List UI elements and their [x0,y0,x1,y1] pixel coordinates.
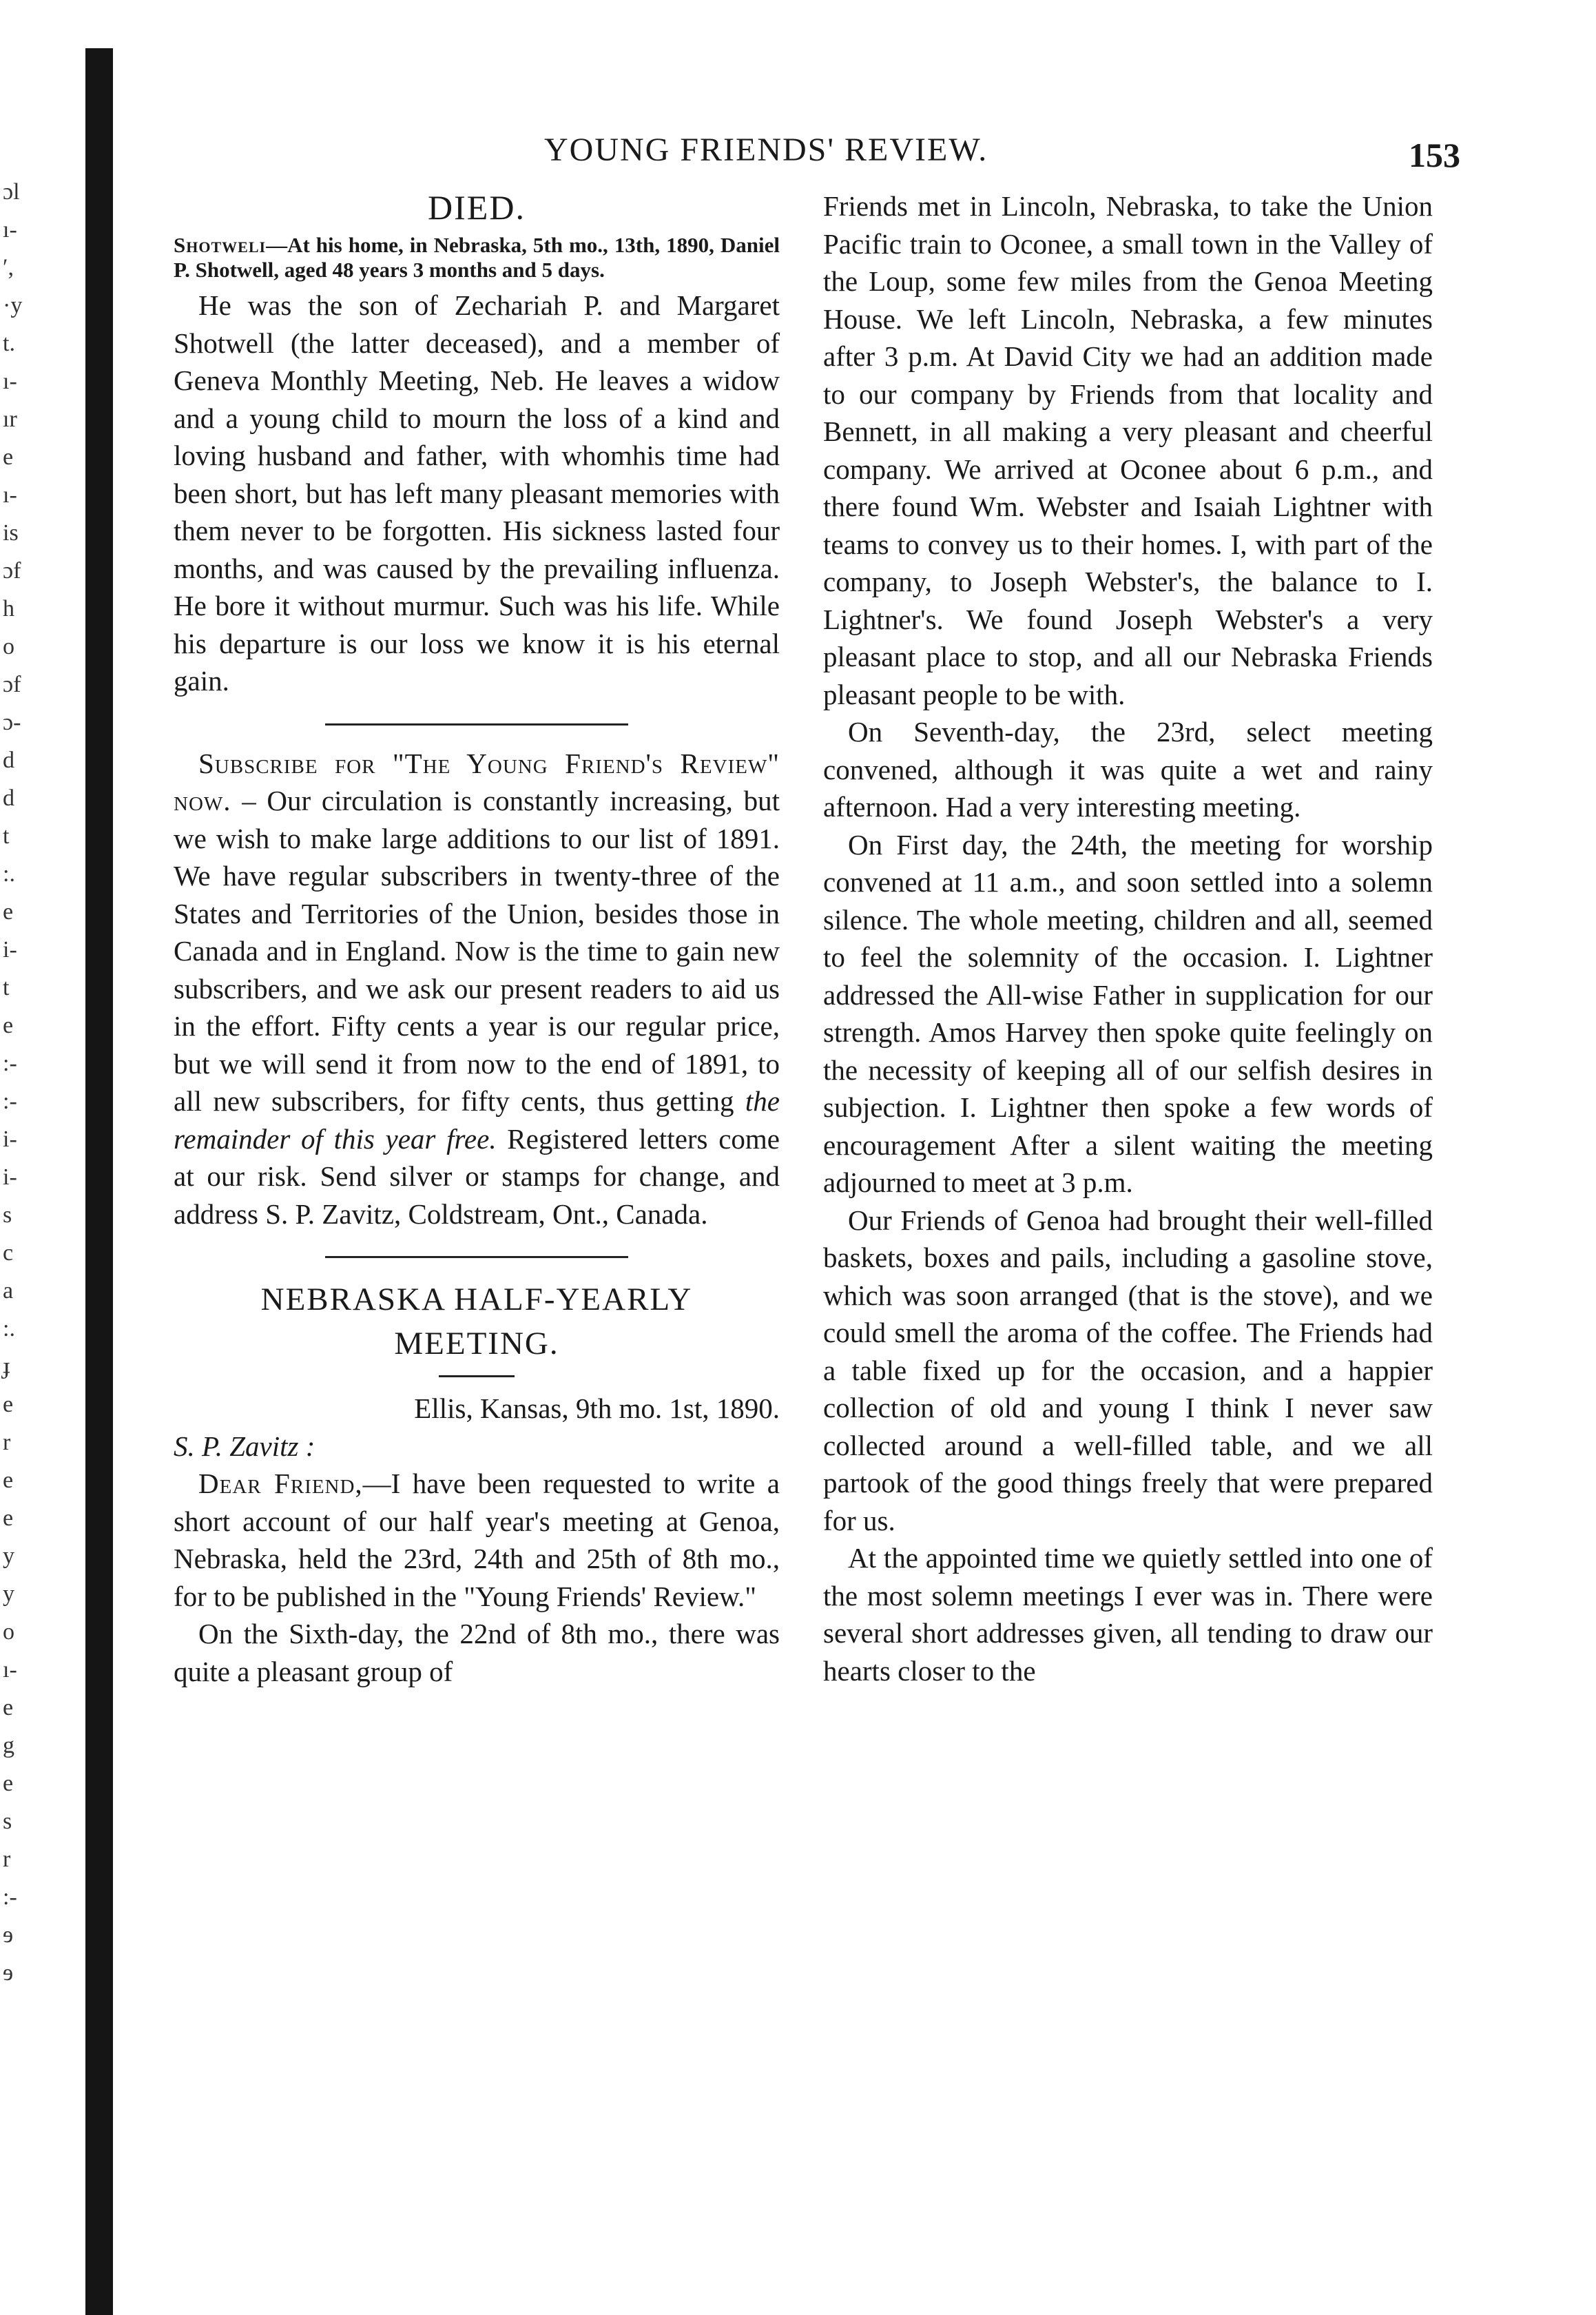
margin-fragment: ɟ [3,1354,11,1379]
margin-fragment: ı- [3,217,17,243]
margin-fragment: e [3,1392,14,1417]
margin-fragment: e [3,899,14,925]
obituary-lede-text: —At his home, in Nebraska, 5th mo., 13th, 1890, Daniel P. Shotwell, aged 48 years 3 months and 5 days. [174,233,780,282]
letter-opening [174,1465,780,1615]
letter-paragraph-2: On the Sixth-day, the 22nd of 8th mo., there was quite a pleasant group of [174,1618,780,1687]
margin-fragment: :- [3,1051,17,1076]
margin-fragment: ɔf [3,558,21,584]
nebraska-heading [174,1277,780,1366]
obituary-body: He was the son of Zechariah P. and Margaret Shotwell (the latter deceased), and a member of Geneva Monthly Meeting, Neb. He leaves a widow and a young child to mourn the loss of a kind and loving husband and father, with whomhis time had been short, but has left many pleasant memories with them never to be forgotten. His sickness lasted four months, and was caused by the prevailing influenza. He bore it without murmur. Such was his life. While his departure is our loss we know it is his eternal gain. [174,289,780,697]
obituary-lede [174,233,780,282]
margin-fragment: e [3,444,14,470]
margin-fragment: ı- [3,369,17,394]
subscribe-notice [174,745,780,1233]
subscribe-lead: Subscribe for "The Young Friend's Review" now. [174,747,780,816]
right-paragraph-2: On Seventh-day, the 23rd, select meeting convened, although it was quite a wet and rainy afternoon. Had a very interesting meeting. [823,716,1433,823]
margin-fragment: ɘ [3,1960,14,1986]
right-paragraph-1: Friends met in Lincoln, Nebraska, to take the Union Pacific train to Oconee, a small town in the Valley of the Loup, some few miles from the Genoa Meeting House. We left Lincoln, Nebraska, a few minutes after 3 p.m. At David City we had an addition made to our company by Friends from that locality and Bennett, in all making a very pleasant and cheerful company. We arrived at Oconee about 6 p.m., and there found Wm. Webster and Isaiah Lightner with teams to convey us to their homes. I, with part of the company, to Joseph Webster's, the balance to I. Lightner's. We found Joseph Webster's a very pleasant place to stop, and all our Nebraska Friends pleasant people to be with. [823,190,1433,710]
margin-fragment: :. [3,861,15,887]
right-paragraph-3: On First day, the 24th, the meeting for worship convened at 11 a.m., and soon settled into a solemn silence. The whole meeting, children and all, seemed to feel the solemnity of the occasion. I. Lightner addressed the All-wise Father in supplication for our strength. Amos Harvey then spoke quite feelingly on the necessity of keeping all of our selfish desires in subjection. I. Lightner then spoke a few words of encouragement After a silent waiting the meeting adjourned to meet at 3 p.m. [823,828,1433,1198]
margin-fragment: s [3,1202,12,1228]
margin-fragment: e [3,1771,14,1796]
letter-dateline: Ellis, Kansas, 9th mo. 1st, 1890. [414,1392,780,1424]
margin-fragment: i- [3,937,17,963]
margin-fragment: g [3,1733,14,1758]
margin-fragment: i- [3,1126,17,1152]
margin-fragment: :- [3,1884,17,1910]
margin-fragment: o [3,634,14,659]
margin-fragment: ·y [3,293,23,318]
page-header [172,131,1460,179]
binding-shadow [85,48,113,2315]
subscribe-body-2: Registered letters come at our risk. Send silver or stamps for change, and address S. P. Zavitz, Coldstream, Ont., Canada. [174,1122,780,1230]
margin-fragment: d [3,748,14,773]
margin-fragment: ır [3,407,17,432]
letter-addressee: S. P. Zavitz : [174,1430,315,1462]
margin-fragment: d [3,785,14,811]
margin-fragment: o [3,1619,14,1645]
margin-fragment: e [3,1505,14,1531]
margin-fragment: s [3,1809,12,1834]
margin-fragment: r [3,1430,11,1455]
margin-fragment: t. [3,331,15,356]
died-heading: DIED. [428,188,526,227]
subscribe-italic: the remainder of this year free. [174,1085,780,1155]
running-title: YOUNG FRIENDS' REVIEW. [544,132,988,168]
margin-fragment: ɔl [3,179,20,205]
margin-fragment: c [3,1240,14,1266]
nebraska-heading-line-1: NEBRASKA HALF-YEARLY [260,1282,693,1317]
margin-fragment: e [3,1695,14,1720]
subscribe-body-1: – Our circulation is constantly increasing, but we wish to make large additions to our list of 1891. We have regular subscribers in twenty-three of the States and Territories of the Union, besides those in Canada and in England. Now is the time to gain new subscribers, and we ask our present readers to aid us in the effort. Fifty cents a year is our regular price, but we will send it from now to the end of 1891, to all new subscribers, for fifty cents, thus getting [174,785,780,1117]
margin-fragment: h [3,596,14,621]
margin-fragment: is [3,520,19,546]
nebraska-heading-line-2: MEETING. [394,1326,559,1361]
margin-fragment: e [3,1468,14,1493]
left-column [174,187,780,1690]
margin-fragment: ɘ [3,1922,14,1948]
margin-fragment: t [3,975,10,1000]
margin-fragment: y [3,1581,14,1607]
margin-fragment: r [3,1846,11,1872]
margin-fragment: :. [3,1316,15,1341]
margin-fragment: ı- [3,482,17,508]
margin-fragment: t [3,823,10,849]
margin-fragment: ı- [3,1657,17,1683]
right-paragraph-5: At the appointed time we quietly settled into one of the most solemn meetings I ever was in. There were several short addresses given, all tending to draw our hearts closer to the [823,1542,1433,1687]
letter-paragraph-1: —I have been requested to write a short account of our half year's meeting at Genoa, Nebraska, held the 23rd, 24th and 25th of 8th mo., for to be published in the "Young Friends' Review." [174,1468,780,1612]
letter-salutation: Dear Friend, [198,1468,363,1499]
section-divider [325,1256,628,1258]
section-divider [325,723,628,726]
margin-fragment: ɔf [3,672,21,697]
margin-fragment: e [3,1013,14,1038]
short-divider [439,1375,515,1377]
margin-fragment: i- [3,1164,17,1190]
right-column [823,187,1433,1689]
page-number: 153 [1409,136,1460,174]
obituary-name: Shotweli [174,233,267,257]
margin-fragment: :- [3,1089,17,1114]
margin-fragment: y [3,1543,14,1569]
margin-fragment: ɔ- [3,710,21,735]
right-paragraph-4: Our Friends of Genoa had brought their well-filled baskets, boxes and pails, including a gasoline stove, which was soon arranged (that is the stove), and we could smell the aroma of the coffee. The Friends had a table fixed up for the occasion, and a happier collection of old and young I think I never saw collected around a well-filled table, and we all partook of the good things freely that were prepared for us. [823,1204,1433,1536]
margin-fragment: a [3,1278,14,1304]
margin-fragment: ʹ, [3,255,14,280]
